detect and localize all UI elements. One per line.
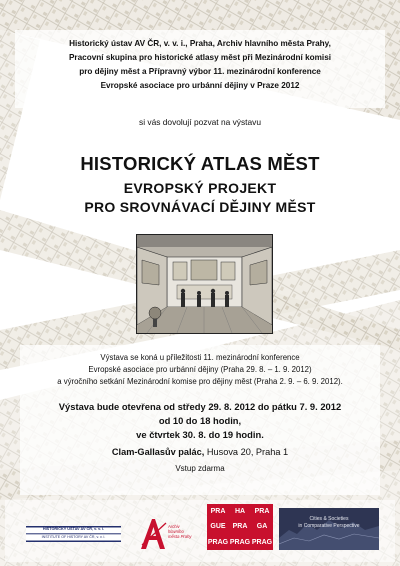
organizer-line-3: pro dějiny měst a Přípravný výbor 11. mezinárodní konference <box>79 67 321 76</box>
archiv-a-icon <box>138 515 168 553</box>
praha-cell-6: GA <box>256 523 268 531</box>
praha-cell-4: GUE <box>210 523 226 531</box>
invitation-text: si vás dovolují pozvat na výstavu <box>139 117 261 127</box>
archiv-prahy-logo <box>138 515 200 553</box>
organizer-line-2: Pracovní skupina pro historické atlasy měst při Mezinárodní komisi <box>68 53 332 62</box>
organizer-line-1: Historický ústav AV ČR, v. v. i., Praha, Archiv hlavního města Prahy, <box>69 39 331 48</box>
praha-cell-2: HA <box>234 508 246 515</box>
exhibition-title: HISTORICKÝ ATLAS MĚST <box>80 153 320 174</box>
historicky-ustav-logo <box>26 526 121 542</box>
archiv-text-1: Archiv <box>168 524 180 529</box>
entry-note: Vstup zdarma <box>175 464 225 473</box>
organizer-line-4: Evropské asociace pro urbánní dějiny v Praze 2012 <box>100 81 300 90</box>
dark-logo-text-2: in Comparative Perspective <box>298 523 360 529</box>
venue-name: Clam-Gallasův palác, <box>111 447 205 457</box>
venue-address: Husova 20, Praha 1 <box>206 447 289 457</box>
hours-line-3: ve čtvrtek 30. 8. do 19 hodin. <box>136 429 264 440</box>
dark-logo-text-1: Cities & Societies <box>309 516 349 522</box>
praha-cell-7: PRAG <box>207 538 229 546</box>
praha-cell-5: PRA <box>232 523 248 531</box>
subtitle-line-2: PRO SROVNÁVACÍ DĚJINY MĚST <box>84 199 316 215</box>
info-line-1: Výstava se koná u příležitosti 11. mezinárodní konference <box>100 353 300 362</box>
cities-societies-logo <box>279 508 379 550</box>
hu-logo-line-2: INSTITUTE OF HISTORY AV ČR, v. v. i. <box>41 534 106 539</box>
subtitle-line-1: EVROPSKÝ PROJEKT <box>123 180 277 196</box>
hu-logo-line-1: HISTORICKÝ ÚSTAV AV ČR, v. v. i. <box>42 527 105 531</box>
praha-cell-3: PRA <box>254 508 270 515</box>
engraving-illustration <box>137 235 272 333</box>
venue-line <box>0 447 400 457</box>
archiv-text-3: města Prahy <box>168 534 192 540</box>
praha-cell-8: PRAG <box>229 538 251 546</box>
info-line-2: Evropské asociace pro urbánní dějiny (Praha 29. 8. – 1. 9. 2012) <box>88 365 312 374</box>
library-engraving-image <box>136 234 273 334</box>
info-line-3: a výročního setkání Mezinárodní komise pro dějiny měst (Praha 2. 9. – 6. 9. 2012). <box>57 377 343 386</box>
praha-cell-9: PRAG <box>251 538 273 546</box>
hours-line-1: Výstava bude otevřena od středy 29. 8. 2012 do pátku 7. 9. 2012 <box>58 401 342 412</box>
hours-line-2: od 10 do 18 hodin, <box>158 415 242 426</box>
archiv-text-2: hlavního <box>168 529 184 535</box>
praha-conference-logo <box>207 504 273 550</box>
praha-cell-1: PRA <box>210 508 226 515</box>
